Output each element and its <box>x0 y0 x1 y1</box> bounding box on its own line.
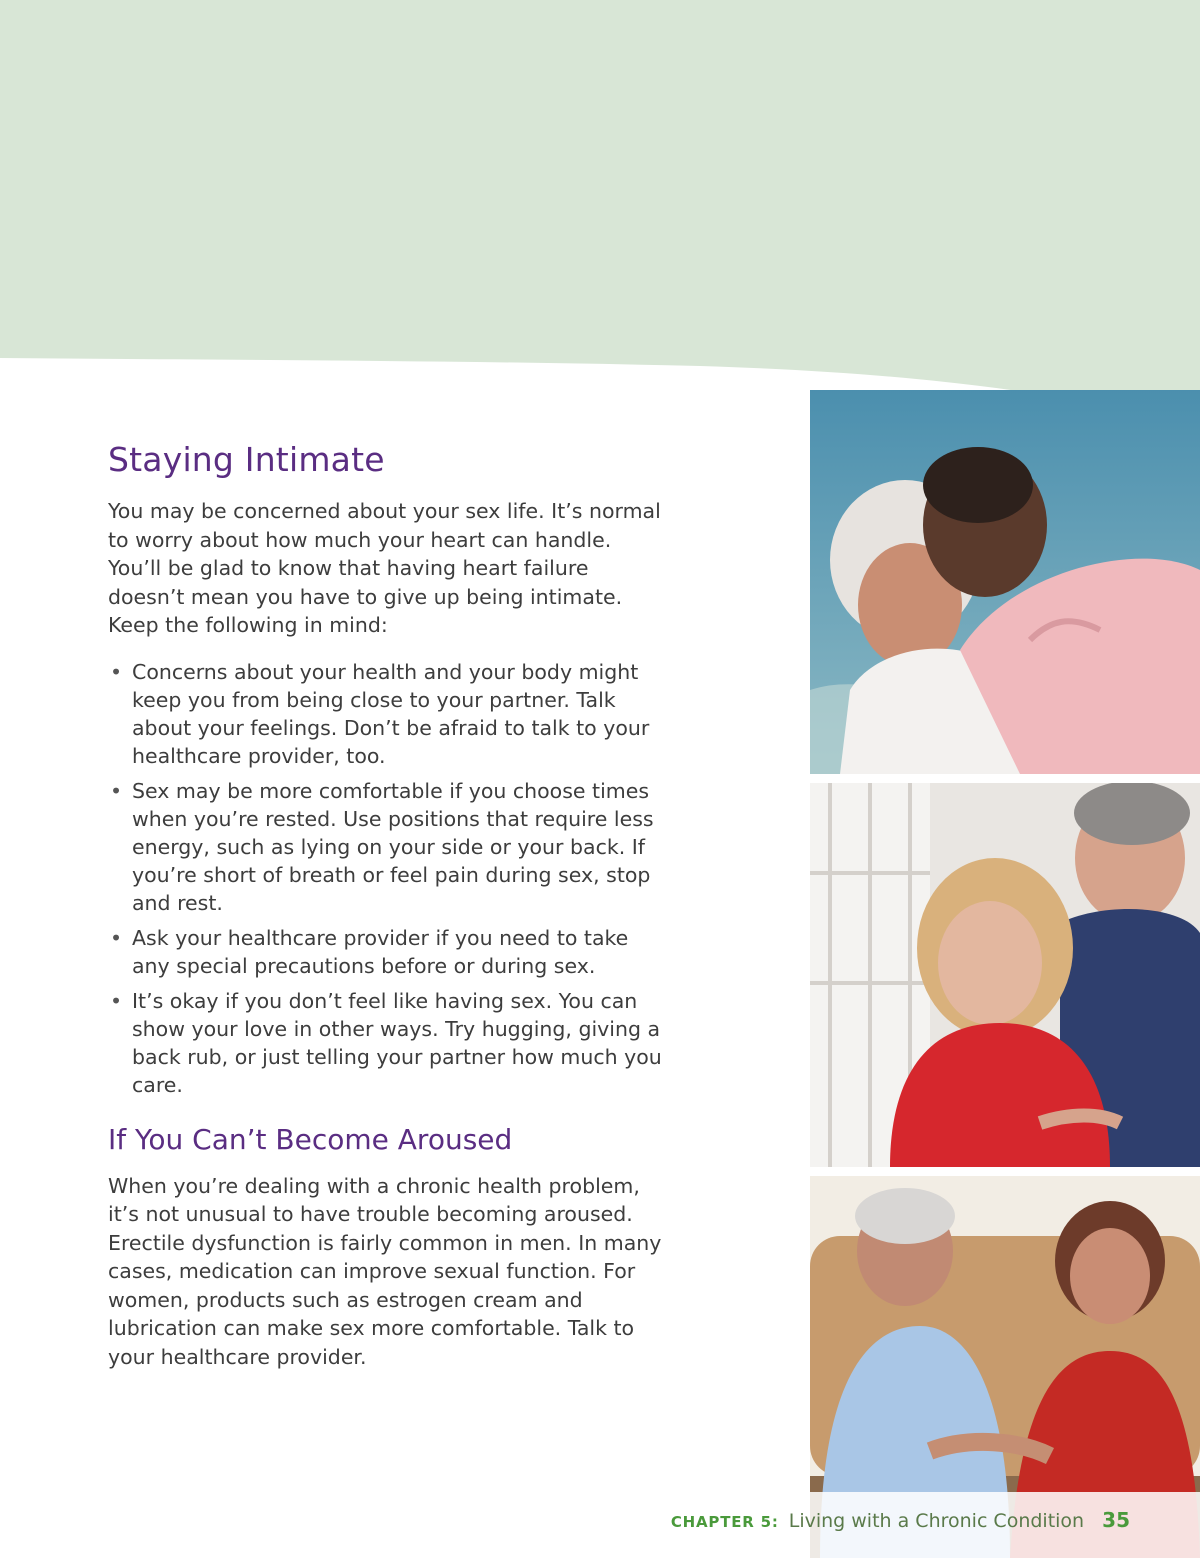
subsection-title: If You Can’t Become Aroused <box>108 1122 513 1156</box>
page-number: 35 <box>1102 1508 1130 1532</box>
section-title: Staying Intimate <box>108 440 385 479</box>
photo-concerned-couple <box>810 783 1200 1167</box>
subsection-body: When you’re dealing with a chronic health problem, it’s not unusual to have trouble becoming aroused. Erectile dysfunction is fairly common in men. In many cases, medication can improve sexual function. For women, products such as estrogen cream and lubrication can make sex more comfortable. Talk to your healthcare provider. <box>108 1173 662 1369</box>
section-intro: You may be concerned about your sex life. It’s normal to worry about how much your heart can handle. You’ll be glad to know that having heart failure doesn’t mean you have to give up being intimate. Keep the following in mind: <box>108 499 661 637</box>
page-footer <box>671 1508 1130 1532</box>
list-item: • It’s okay if you don’t feel like having sex. You can show your love in other ways. Try hugging, giving a back rub, or just telling your partner how much you care. <box>108 987 668 1099</box>
header-wave-band <box>0 0 1200 430</box>
list-item: • Sex may be more comfortable if you choose times when you’re rested. Use positions that require less energy, such as lying on your side or your back. If you’re short of breath or feel pain during sex, stop and rest. <box>108 777 668 917</box>
main-column <box>108 440 668 1371</box>
list-item: • Concerns about your health and your body might keep you from being close to your partner. Talk about your feelings. Don’t be afraid to talk to your healthcare provider, too. <box>108 658 668 770</box>
photo-couple-by-sea <box>810 390 1200 774</box>
list-item: • Ask your healthcare provider if you need to take any special precautions before or during sex. <box>108 924 668 980</box>
chapter-label: CHAPTER 5: <box>670 1513 779 1531</box>
chapter-title: Living with a Chronic Condition <box>788 1510 1085 1532</box>
tips-list <box>108 658 668 1099</box>
